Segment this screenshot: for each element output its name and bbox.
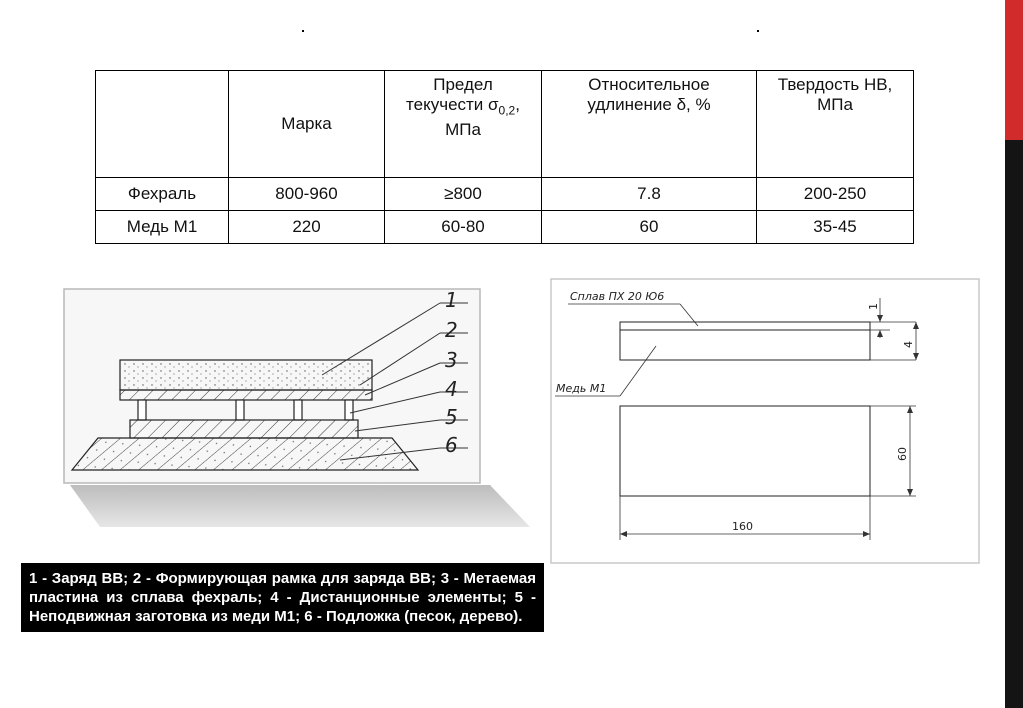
copper-label: Медь М1 bbox=[556, 382, 607, 395]
dim-160-label: 160 bbox=[732, 520, 753, 533]
table-cell: 800-960 bbox=[229, 178, 385, 211]
copper-plate-top bbox=[620, 406, 870, 496]
header-grade: Марка bbox=[229, 71, 385, 178]
figure-shadow bbox=[70, 485, 530, 527]
table-header-row bbox=[96, 71, 914, 178]
table-cell: 200-250 bbox=[757, 178, 914, 211]
label-3: 3 bbox=[445, 348, 458, 372]
label-4: 4 bbox=[445, 377, 458, 401]
accent-bar-red bbox=[1005, 0, 1023, 140]
table-cell: Медь М1 bbox=[96, 211, 229, 244]
header-elongation: Относительное удлинение δ, % bbox=[542, 71, 757, 178]
dim-4-label: 4 bbox=[902, 341, 915, 348]
explosive-charge bbox=[120, 360, 372, 390]
table-row bbox=[96, 211, 914, 244]
header-empty bbox=[96, 71, 229, 178]
label-6: 6 bbox=[445, 433, 458, 457]
welding-setup-figure bbox=[60, 285, 535, 535]
table-cell: 60 bbox=[542, 211, 757, 244]
label-5: 5 bbox=[445, 405, 458, 429]
accent-bar-dark bbox=[1005, 140, 1023, 708]
table-cell: 7.8 bbox=[542, 178, 757, 211]
table-row bbox=[96, 178, 914, 211]
table-cell: 220 bbox=[229, 211, 385, 244]
decorative-dot-right bbox=[757, 30, 759, 32]
substrate bbox=[72, 438, 418, 470]
properties-table bbox=[95, 70, 914, 244]
figure-caption: 1 - Заряд ВВ; 2 - Формирующая рамка для заряда ВВ; 3 - Метаемая пластина из сплава фехраль; 4 - Дистанционные элементы; 5 - Неподвижная заготовка из меди М1; 6 - Подложка (песок, дерево). bbox=[21, 563, 544, 632]
label-2: 2 bbox=[445, 318, 458, 342]
decorative-dot-left bbox=[302, 30, 304, 32]
alloy-label: Сплав ПХ 20 Ю6 bbox=[570, 290, 665, 303]
alloy-layer bbox=[620, 322, 870, 330]
copper-plate-side bbox=[620, 330, 870, 360]
table-cell: Фехраль bbox=[96, 178, 229, 211]
table-cell: 60-80 bbox=[385, 211, 542, 244]
dim-1-label: 1 bbox=[867, 303, 880, 310]
header-hardness: Твердость HB, МПа bbox=[757, 71, 914, 178]
dim-60-label: 60 bbox=[896, 447, 909, 461]
table-cell: ≥800 bbox=[385, 178, 542, 211]
plate-dimensions-figure bbox=[550, 278, 982, 566]
base-plate bbox=[130, 420, 358, 438]
label-1: 1 bbox=[445, 288, 458, 312]
header-yield-strength: Предел текучести $\sigma_{0,2}$, МПа bbox=[385, 71, 542, 178]
flyer-plate bbox=[120, 390, 372, 400]
table-cell: 35-45 bbox=[757, 211, 914, 244]
